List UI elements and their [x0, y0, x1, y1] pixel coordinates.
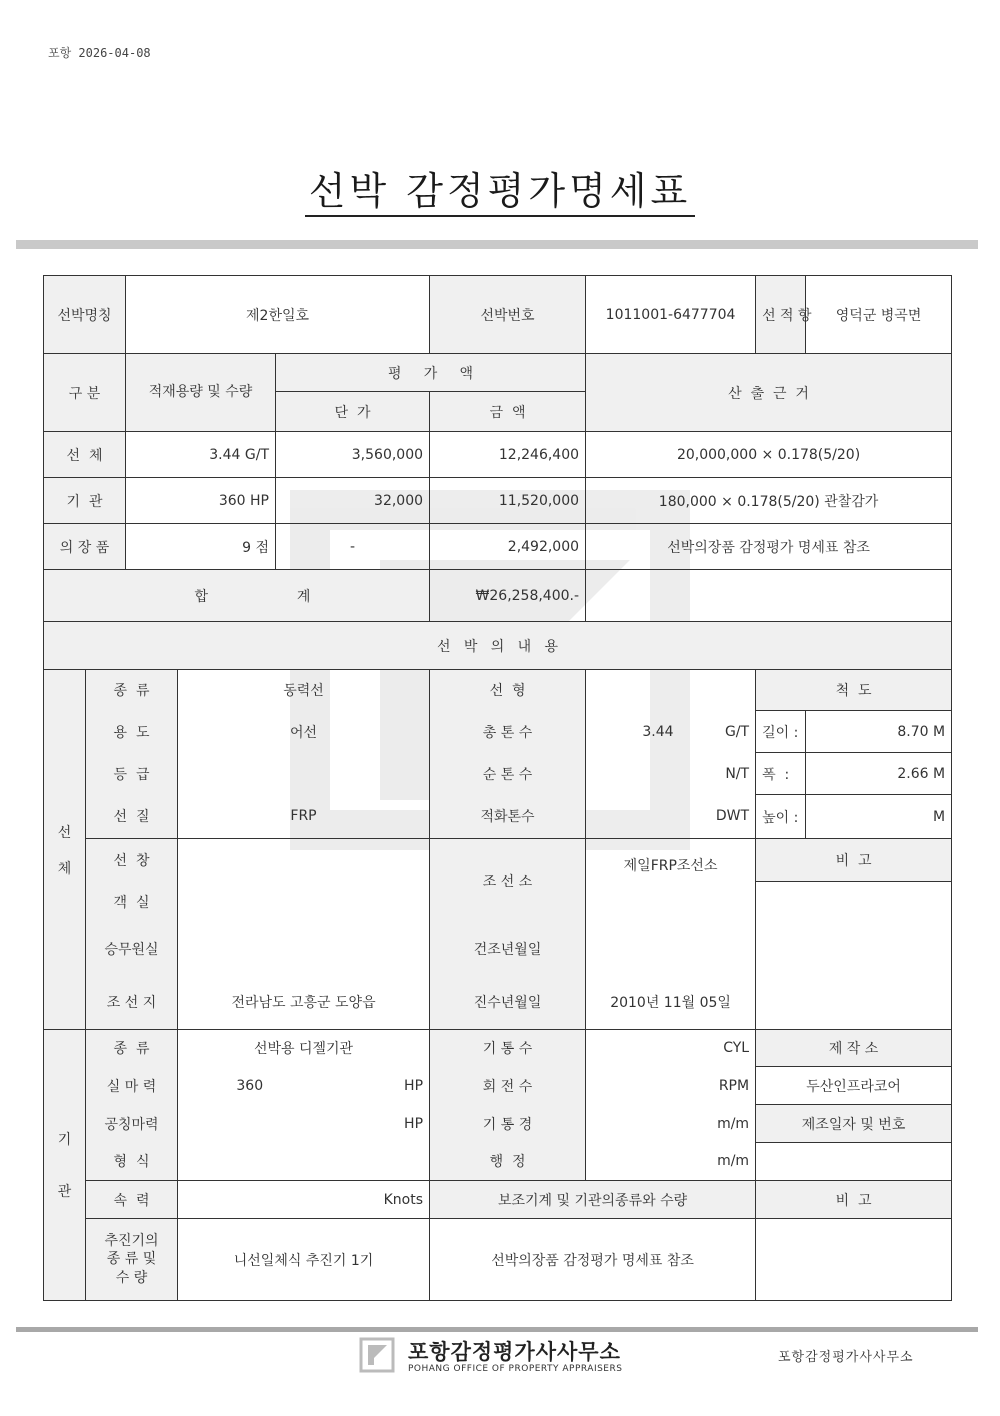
launch-date-label: 진수년월일: [430, 975, 586, 1030]
dwt-value: [586, 795, 680, 839]
actual-power-label: 실 마 력: [86, 1067, 178, 1105]
office-name-right: 포항감정평가사사무소: [778, 1350, 914, 1365]
engine-type-label: 종 류: [86, 1030, 178, 1067]
hull-grade: [178, 753, 430, 795]
capacity-header: 적재용량 및 수량: [126, 354, 276, 432]
crew-room-label: 승무원실: [86, 923, 178, 975]
home-port: 영덕군 병곡면: [806, 276, 952, 354]
row-label: 선 체: [44, 432, 126, 478]
office-logo: [360, 1336, 660, 1386]
build-place: 전라남도 고흥군 도양읍: [178, 975, 430, 1030]
net-tonnage: [586, 753, 680, 795]
row-qty: 3.44 G/T: [126, 432, 276, 478]
total-label: [44, 570, 430, 622]
stroke-label: 행 정: [430, 1143, 586, 1181]
builder: 제일FRP조선소: [586, 839, 756, 923]
home-port-label: 선 적 항: [756, 276, 806, 354]
width-label: 폭 :: [756, 753, 806, 795]
total-blank: [586, 570, 952, 622]
total-label-2: 계: [296, 588, 311, 605]
engine-model: [178, 1143, 430, 1181]
engine-group-label: 기 관: [44, 1030, 86, 1301]
propeller-value: 니선일체식 추진기 1기: [178, 1219, 430, 1301]
hull-shape: [586, 670, 756, 711]
launch-date: 2010년 11월 05일: [586, 975, 756, 1030]
maker: 두산인프라코어: [756, 1067, 952, 1105]
vessel-number-label: 선박번호: [430, 276, 586, 354]
page-title: [0, 160, 1000, 215]
row-qty: 360 HP: [126, 478, 276, 524]
build-date-label: 건조년월일: [430, 923, 586, 975]
hull-use: 어선: [178, 711, 430, 753]
basis-header: 산 출 근 거: [586, 354, 952, 432]
total-label-1: 합: [194, 588, 208, 605]
width-value: 2.66 M: [806, 753, 952, 795]
row-unit-price: -: [276, 524, 430, 570]
vessel-name: 제2한일호: [126, 276, 430, 354]
category-header: 구 분: [44, 354, 126, 432]
row-amount: 12,246,400: [430, 432, 586, 478]
net-tonnage-unit: N/T: [680, 753, 756, 795]
header-divider: [16, 240, 978, 249]
net-tonnage-label: 순 톤 수: [430, 753, 586, 795]
rated-power-unit: HP: [322, 1105, 430, 1143]
height-value: M: [806, 795, 952, 839]
vessel-number: 1011001-6477704: [586, 276, 756, 354]
hull-type-label: 종 류: [86, 670, 178, 711]
cabin-label: 객 실: [86, 882, 178, 923]
hull-type: 동력선: [178, 670, 430, 711]
dims-label: 척 도: [756, 670, 952, 711]
gross-tonnage: 3.44: [586, 711, 680, 753]
height-label: 높이 :: [756, 795, 806, 839]
bore-label: 기 통 경: [430, 1105, 586, 1143]
row-unit-price: 32,000: [276, 478, 430, 524]
row-unit-price: 3,560,000: [276, 432, 430, 478]
office-name-ko: 포항감정평가사사무소: [408, 1340, 621, 1364]
page-title-text: 선박 감정평가명세표: [305, 169, 695, 217]
engine-type: 선박용 디젤기관: [178, 1030, 430, 1067]
length-value: 8.70 M: [806, 711, 952, 753]
build-date: [586, 923, 756, 975]
hull-material-label: 선 질: [86, 795, 178, 839]
speed-unit: Knots: [178, 1181, 430, 1219]
row-basis: 20,000,000 × 0.178(5/20): [586, 432, 952, 478]
engine-remarks-label: 비 고: [756, 1181, 952, 1219]
hull-use-label: 용 도: [86, 711, 178, 753]
unit-price-header: 단 가: [276, 392, 430, 432]
mfg-date: [756, 1143, 952, 1181]
hull-remarks-label: 비 고: [756, 839, 952, 882]
table-row: [44, 524, 952, 570]
vessel-name-label: 선박명칭: [44, 276, 126, 354]
mfg-date-label: 제조일자 및 번호: [756, 1105, 952, 1143]
dwt-label: 적화톤수: [430, 795, 586, 839]
row-basis: 180,000 × 0.178(5/20) 관찰감가: [586, 478, 952, 524]
row-label: 의 장 품: [44, 524, 126, 570]
cylinders-unit: CYL: [586, 1030, 756, 1067]
maker-label: 제 작 소: [756, 1030, 952, 1067]
gross-tonnage-unit: G/T: [680, 711, 756, 753]
build-place-label: 조 선 지: [86, 975, 178, 1030]
stroke-unit: m/m: [586, 1143, 756, 1181]
content-section-title: 선 박 의 내 용: [44, 622, 952, 670]
appraisal-table: [43, 275, 952, 1301]
row-basis: 선박의장품 감정평가 명세표 참조: [586, 524, 952, 570]
hull-material: FRP: [178, 795, 430, 839]
hold-label: 선 창: [86, 839, 178, 882]
aux-machinery-value: 선박의장품 감정평가 명세표 참조: [430, 1219, 756, 1301]
office-name-en: POHANG OFFICE OF PROPERTY APPRAISERS: [408, 1364, 623, 1374]
engine-model-label: 형 식: [86, 1143, 178, 1181]
rpm-unit: RPM: [586, 1067, 756, 1105]
bore-unit: m/m: [586, 1105, 756, 1143]
dwt-unit: DWT: [680, 795, 756, 839]
document-date: 포항 2026-04-08: [48, 46, 151, 60]
hull-grade-label: 등 급: [86, 753, 178, 795]
actual-power: 360: [178, 1067, 322, 1105]
value-header: 평 가 액: [276, 354, 586, 392]
row-amount: 2,492,000: [430, 524, 586, 570]
footer-divider: [16, 1327, 978, 1332]
amount-header: 금 액: [430, 392, 586, 432]
table-row: [44, 432, 952, 478]
hold-cabin-crew-blank: [178, 839, 430, 975]
gross-tonnage-label: 총 톤 수: [430, 711, 586, 753]
total-amount: ₩26,258,400.-: [430, 570, 586, 622]
builder-label: 조 선 소: [430, 839, 586, 923]
office-logo-icon: [360, 1338, 394, 1372]
aux-machinery-label: 보조기계 및 기관의종류와 수량: [430, 1181, 756, 1219]
table-row: [44, 478, 952, 524]
engine-remarks: [756, 1219, 952, 1301]
speed-label: 속 력: [86, 1181, 178, 1219]
rated-power: [178, 1105, 322, 1143]
hull-remarks: [756, 882, 952, 1030]
row-label: 기 관: [44, 478, 126, 524]
length-label: 길이 :: [756, 711, 806, 753]
actual-power-unit: HP: [322, 1067, 430, 1105]
cylinders-label: 기 통 수: [430, 1030, 586, 1067]
propeller-label: 추진기의 종 류 및 수 량: [86, 1219, 178, 1301]
rpm-label: 회 전 수: [430, 1067, 586, 1105]
row-amount: 11,520,000: [430, 478, 586, 524]
hull-group-label: 선 체: [44, 670, 86, 1030]
row-qty: 9 점: [126, 524, 276, 570]
rated-power-label: 공칭마력: [86, 1105, 178, 1143]
hull-shape-label: 선 형: [430, 670, 586, 711]
